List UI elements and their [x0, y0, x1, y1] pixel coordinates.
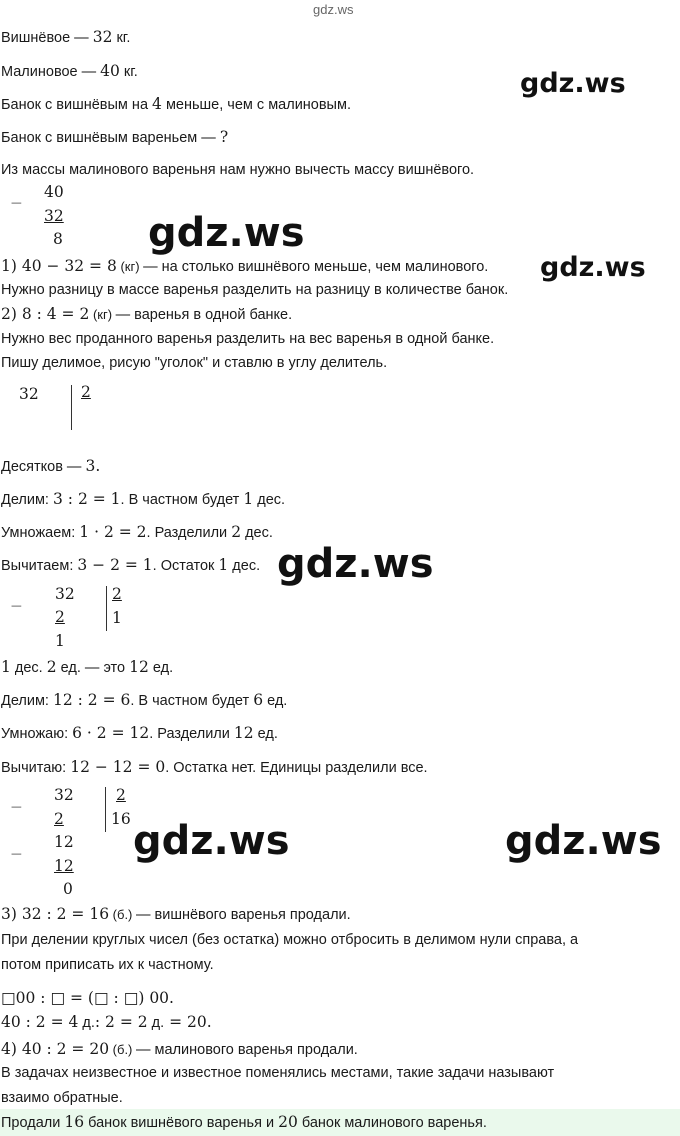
solution-step-1: 1) 40 − 32 = 8 (кг) — на столько вишнёвого меньше, чем малинового. [1, 257, 489, 275]
division-quotient: 1 [112, 609, 122, 627]
watermark: gdz.ws [505, 818, 662, 864]
division-remainder: 1 [55, 632, 65, 650]
watermark: gdz.ws [520, 68, 626, 99]
text-line-jar-difference: Банок с вишнёвым на 4 меньше, чем с малиновым. [1, 95, 351, 113]
solution-step-2: 2) 8 : 4 = 2 (кг) — варенья в одной банке. [1, 305, 293, 323]
division-remainder: 12 [54, 833, 74, 851]
text-line-subtract-units: Вычитаю: 12 − 12 = 0. Остатка нет. Единицы разделили все. [1, 758, 428, 776]
answer-line: Продали 16 банок вишнёвого варенья и 20 банок малинового варенья. [1, 1113, 487, 1131]
division-corner-line [106, 586, 107, 631]
column-minuend: 40 [44, 183, 64, 201]
formula-round-division: □00 : □ = (□ : □) 00. [1, 989, 174, 1007]
division-minus-sign: − [10, 798, 23, 816]
division-subtrahend: 2 [54, 810, 64, 828]
text-line-multiply-units: Умножаю: 6 · 2 = 12. Разделили 12 ед. [1, 724, 278, 742]
watermark: gdz.ws [148, 210, 305, 256]
text-line-weight-hint: Нужно вес проданного варенья разделить на вес варенья в одной банке. [1, 331, 495, 347]
division-corner-line [71, 385, 72, 430]
column-result: 8 [53, 230, 63, 248]
text-line-cherry-mass: Вишнёвое — 32 кг. [1, 28, 131, 46]
division-dividend: 32 [19, 385, 39, 403]
column-subtrahend: 32 [44, 207, 64, 225]
column-minus-sign: − [10, 194, 23, 212]
division-subtrahend: 2 [55, 608, 65, 626]
text-line-units: 1 дес. 2 ед. — это 12 ед. [1, 658, 174, 676]
solution-step-4: 4) 40 : 2 = 20 (б.) — малинового варенья продали. [1, 1040, 358, 1058]
division-corner-line [105, 787, 106, 832]
division-dividend: 32 [55, 585, 75, 603]
text-line-subtract-tens: Вычитаем: 3 − 2 = 1. Остаток 1 дес. [1, 556, 261, 574]
formula-example: 40 : 2 = 4 д.: 2 = 2 д. = 20. [1, 1013, 212, 1031]
division-divisor: 2 [112, 585, 122, 603]
text-line-question: Банок с вишнёвым вареньем — ? [1, 128, 229, 146]
watermark-top: gdz.ws [313, 2, 354, 17]
text-line-round-numbers-cont: потом приписать их к частному. [1, 957, 214, 973]
text-line-inverse-tasks: В задачах неизвестное и известное поменялись местами, такие задачи называют [1, 1065, 555, 1081]
solution-step-3: 3) 32 : 2 = 16 (б.) — вишнёвого варенья продали. [1, 905, 351, 923]
text-line-multiply-tens: Умножаем: 1 · 2 = 2. Разделили 2 дес. [1, 523, 273, 541]
text-line-divide-units: Делим: 12 : 2 = 6. В частном будет 6 ед. [1, 691, 288, 709]
division-divisor: 2 [81, 383, 91, 401]
division-dividend: 32 [54, 786, 74, 804]
text-line-divide-tens: Делим: 3 : 2 = 1. В частном будет 1 дес. [1, 490, 286, 508]
division-quotient: 16 [111, 810, 131, 828]
division-divisor: 2 [116, 786, 126, 804]
division-subtrahend: 12 [54, 857, 74, 875]
watermark: gdz.ws [540, 252, 646, 283]
text-line-inverse-tasks-cont: взаимо обратные. [1, 1090, 123, 1106]
text-line-raspberry-mass: Малиновое — 40 кг. [1, 62, 138, 80]
division-minus-sign: − [10, 597, 23, 615]
text-line-tens: Десятков — 3. [1, 457, 101, 475]
watermark: gdz.ws [277, 541, 434, 587]
text-line-subtract-hint: Из массы малинового вареньня нам нужно вычесть массу вишнёвого. [1, 162, 475, 178]
text-line-round-numbers: При делении круглых чисел (без остатка) можно отбросить в делимом нули справа, а [1, 932, 579, 948]
division-remainder: 0 [63, 880, 73, 898]
text-line-divide-hint: Нужно разницу в массе варенья разделить на разницу в количестве банок. [1, 282, 509, 298]
watermark: gdz.ws [133, 818, 290, 864]
text-line-corner-hint: Пишу делимое, рисую "уголок" и ставлю в углу делитель. [1, 355, 388, 371]
division-minus-sign: − [10, 845, 23, 863]
